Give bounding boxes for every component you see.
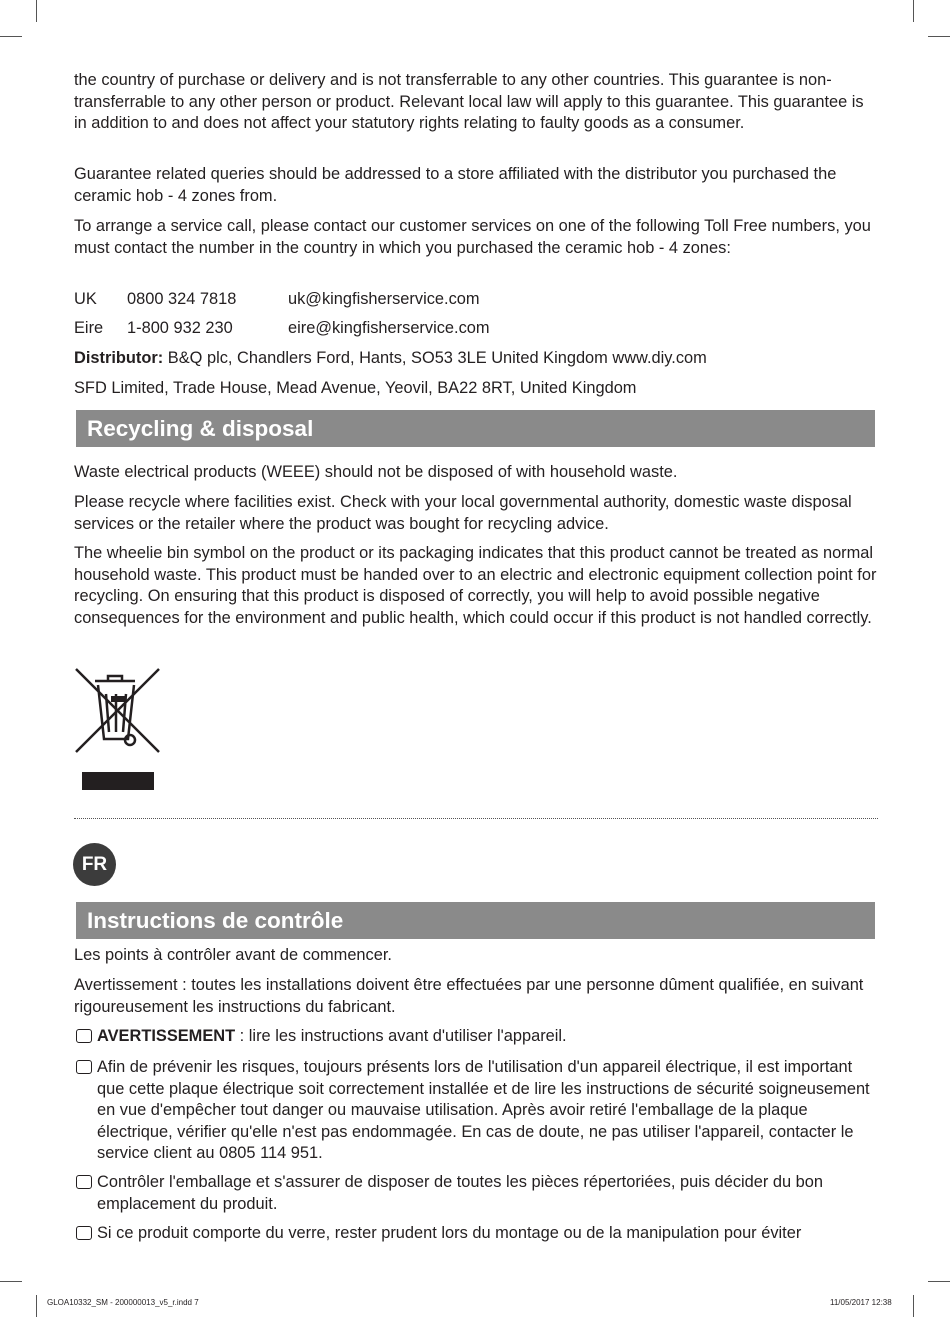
checklist-item xyxy=(74,1026,879,1048)
crop-mark xyxy=(36,0,37,22)
checkbox-icon xyxy=(76,1175,92,1189)
guarantee-queries-paragraph: Guarantee related queries should be addressed to a store affiliated with the distributor you purchased the ceramic hob - 4 zones from. xyxy=(74,165,837,205)
contact-email[interactable]: uk@kingfisherservice.com xyxy=(288,290,480,308)
bullet-text: Si ce produit comporte du verre, rester prudent lors du montage ou de la manipulation pour éviter xyxy=(97,1224,802,1242)
instructions-section-header xyxy=(76,902,875,939)
crop-mark xyxy=(913,0,914,22)
contact-phone: 1-800 932 230 xyxy=(127,319,233,337)
guarantee-paragraph: the country of purchase or delivery and is not transferrable to any other countries. This guarantee is non-transferrable to any other person or product. Relevant local law will apply to this guarantee. This guarantee is in addition to and does not affect your statutory rights relating to faulty goods as a consumer. xyxy=(74,71,864,132)
contact-email[interactable]: eire@kingfisherservice.com xyxy=(288,319,490,337)
distributor-address: B&Q plc, Chandlers Ford, Hants, SO53 3LE United Kingdom www.diy.com xyxy=(163,349,707,367)
footer-filename: GLOA10332_SM - 200000013_v5_r.indd 7 xyxy=(47,1298,199,1307)
crop-mark xyxy=(913,1295,914,1317)
crop-mark xyxy=(928,36,950,37)
checklist-item xyxy=(74,1223,879,1245)
crossed-out-wheelie-bin-icon xyxy=(73,666,163,792)
recycle-advice-paragraph: Please recycle where facilities exist. Check with your local governmental authority, domestic waste disposal services or the retailer where the product was bought for recycling advice. xyxy=(74,493,852,533)
distributor-line xyxy=(74,348,879,370)
intro-paragraph: Les points à contrôler avant de commencer. xyxy=(74,946,392,964)
checklist-item xyxy=(74,1057,879,1165)
language-badge xyxy=(73,843,116,886)
bullet-bold: AVERTISSEMENT xyxy=(97,1027,236,1045)
distributor-label: Distributor: xyxy=(74,349,164,367)
bullet-text: : lire les instructions avant d'utiliser l'appareil. xyxy=(235,1027,567,1045)
crop-mark xyxy=(928,1281,950,1282)
wheelie-bin-paragraph: The wheelie bin symbol on the product or its packaging indicates that this product cannot be treated as normal household waste. This product must be handed over to an electric and electronic equipment collection point for recycling. On ensuring that this product is disposed of correctly, you will help to avoid possible negative consequences for the environment and public health, which could occur if this product is not handled correctly. xyxy=(74,544,877,627)
bullet-text: Afin de prévenir les risques, toujours présents lors de l'utilisation d'un appareil électrique, il est important que cette plaque électrique soit correctement installée et de lire les instructions de sécurité soigneusement en vue d'empêcher tout danger ou mauvaise utilisation. Après avoir retiré l'emballage de la plaque électrique, vérifier qu'elle n'est pas endommagée. En cas de doute, ne pas utiliser l'appareil, contacter le service client au 0805 114 951. xyxy=(97,1058,870,1162)
crop-mark xyxy=(36,1295,37,1317)
section-title: Instructions de contrôle xyxy=(87,908,344,933)
recycling-section-header xyxy=(76,410,875,447)
section-divider xyxy=(74,818,878,819)
contact-country: Eire xyxy=(74,319,104,337)
bullet-text: Contrôler l'emballage et s'assurer de disposer de toutes les pièces répertoriées, puis décider du bon emplacement du produit. xyxy=(97,1173,824,1213)
crop-mark xyxy=(0,1281,22,1282)
weee-paragraph: Waste electrical products (WEEE) should not be disposed of with household waste. xyxy=(74,463,678,481)
warning-paragraph: Avertissement : toutes les installations doivent être effectuées par une personne dûment qualifiée, en suivant rigoureusement les instructions du fabricant. xyxy=(74,976,864,1016)
service-call-paragraph: To arrange a service call, please contact our customer services on one of the following Toll Free numbers, you must contact the number in the country in which you purchased the ceramic hob - 4 zones: xyxy=(74,217,871,257)
checkbox-icon xyxy=(76,1226,92,1240)
sfd-line: SFD Limited, Trade House, Mead Avenue, Yeovil, BA22 8RT, United Kingdom xyxy=(74,379,637,397)
checklist-item xyxy=(74,1172,879,1215)
contact-phone: 0800 324 7818 xyxy=(127,290,237,308)
badge-label: FR xyxy=(81,854,108,875)
section-title: Recycling & disposal xyxy=(87,416,314,441)
footer-date: 11/05/2017 12:38 xyxy=(830,1298,892,1307)
checkbox-icon xyxy=(76,1060,92,1074)
crop-mark xyxy=(0,36,22,37)
checkbox-icon xyxy=(76,1029,92,1043)
contact-country: UK xyxy=(74,290,97,308)
